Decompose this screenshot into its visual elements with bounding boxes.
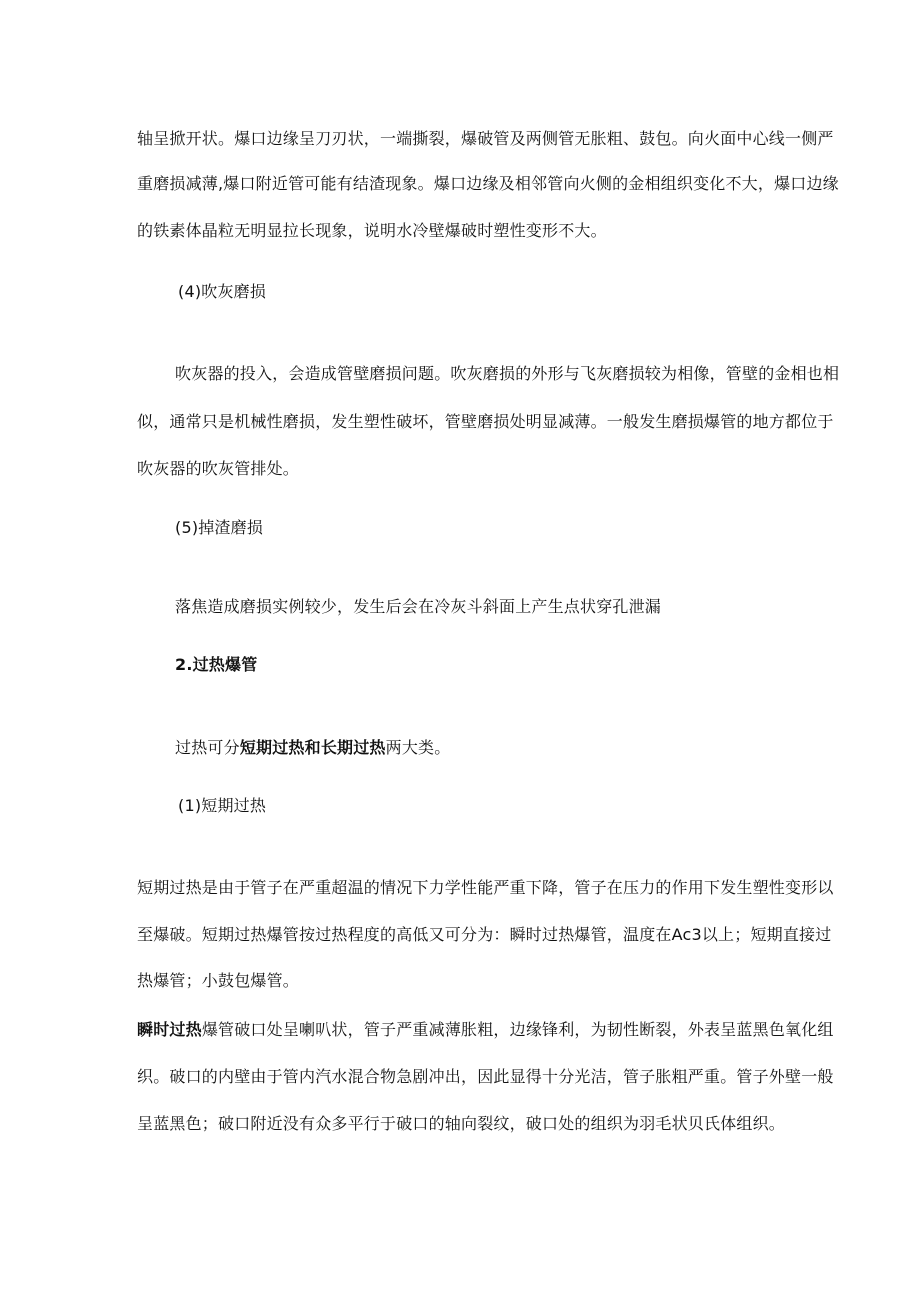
bold-text-run: 瞬时过热 xyxy=(137,1020,202,1039)
section-heading: (1)短期过热 xyxy=(178,796,267,815)
section-heading: (5)掉渣磨损 xyxy=(175,518,264,537)
paragraph-line: 吹灰器的吹灰管排处。 xyxy=(137,459,300,478)
paragraph-line xyxy=(175,738,450,758)
paragraph-line: 似，通常只是机械性磨损，发生塑性破坏，管壁磨损处明显减薄。一般发生磨损爆管的地方都位于 xyxy=(137,412,834,431)
text-run: 过热可分 xyxy=(175,738,240,757)
paragraph-line: 轴呈掀开状。爆口边缘呈刀刃状，一端撕裂，爆破管及两侧管无胀粗、鼓包。向火面中心线一侧严 xyxy=(137,129,834,148)
paragraph-line: 短期过热是由于管子在严重超温的情况下力学性能严重下降，管子在压力的作用下发生塑性变形以 xyxy=(137,878,834,897)
bold-text-run: 短期过热和长期过热 xyxy=(239,738,386,757)
paragraph-line: 重磨损减薄,爆口附近管可能有结渣现象。爆口边缘及相邻管向火侧的金相组织变化不大，爆口边缘 xyxy=(137,174,839,193)
section-heading: (4)吹灰磨损 xyxy=(178,282,267,301)
paragraph-line: 织。破口的内壁由于管内汽水混合物急剧冲出，因此显得十分光洁，管子胀粗严重。管子外壁一般 xyxy=(137,1067,834,1086)
paragraph-line xyxy=(137,1020,834,1040)
section-heading: 2.过热爆管 xyxy=(175,655,258,674)
paragraph-line: 的铁素体晶粒无明显拉长现象，说明水冷壁爆破时塑性变形不大。 xyxy=(137,221,607,240)
paragraph-line: 呈蓝黑色；破口附近没有众多平行于破口的轴向裂纹，破口处的组织为羽毛状贝氏体组织。 xyxy=(137,1114,786,1133)
paragraph-line: 落焦造成磨损实例较少，发生后会在冷灰斗斜面上产生点状穿孔泄漏 xyxy=(175,597,662,616)
paragraph-line: 吹灰器的投入，会造成管壁磨损问题。吹灰磨损的外形与飞灰磨损较为相像，管壁的金相也相 xyxy=(175,364,840,383)
paragraph-line: 至爆破。短期过热爆管按过热程度的高低又可分为：瞬时过热爆管，温度在Ac3以上；短期直接过 xyxy=(137,925,832,944)
text-run: 两大类。 xyxy=(385,738,451,757)
paragraph-line: 热爆管；小鼓包爆管。 xyxy=(137,971,300,990)
text-run: 爆管破口处呈喇叭状，管子严重减薄胀粗，边缘锋利，为韧性断裂，外表呈蓝黑色氧化组 xyxy=(201,1020,834,1039)
